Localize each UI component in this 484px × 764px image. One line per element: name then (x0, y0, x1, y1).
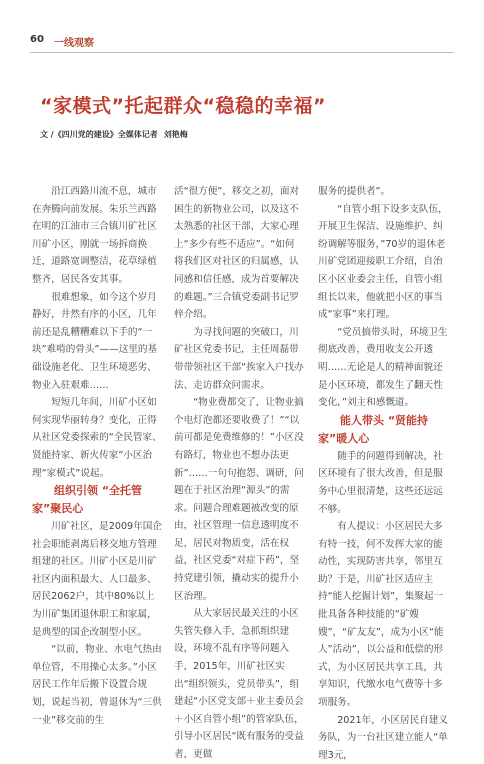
article-title: “家模式”托起群众“稳稳的幸福” (40, 95, 326, 117)
byline (40, 129, 188, 140)
paragraph: 川矿社区，是2009年国企社会职能剥离后移交地方管理组建的社区。川矿小区是川矿社区内面积最大、人口最多、居民2062户，其中80%以上为川矿集团退休职工和家属，是典型的国企改制型小区。 (32, 521, 162, 638)
byline-prefix: 文 /《四川党的建设》全媒体记者 (40, 130, 158, 139)
paragraph: 2021年，小区居民自建义务队，为一台社区建立能人“单理3元， (318, 714, 448, 761)
author-name: 刘艳梅 (163, 130, 188, 139)
paragraph: 沿江西路川流不息，城市在奔腾向前发展。朱乐兰西路在明的江油市三合镇川矿社区川矿小区，刚就一场拆商换迁，道路宽调整洁，花草绿植整齐，居民各安其事。 (32, 186, 157, 285)
paragraph: “党员搞带头时，环境卫生彻底改善，费用收支公开透明……无论是人的精神面貌还是小区环境，都发生了翻天性变化，”刘主和感慨道。 (318, 326, 448, 409)
page-header (30, 30, 454, 53)
page-number: 60 (30, 34, 44, 45)
paragraph: “物业费都交了，让物业搞个电灯泡都还要收费了！”“以前可都是免费维修的！”小区没有路灯，物业也不想办法更新”……一句句抱怨、调研，问题在于社区治理“源头”的需求。问题合理难题被改变的原由，社区管理一信息透明度不足，居民对物质变，活在权益，社区党委“对症下药”，坚持党建引领，撬动实的提升小区治理。 (174, 397, 304, 602)
paragraph: 活“很方便”，移交之初，面对困生的新物业公司，以及这不太熟悉的社区干部，大家心理上“多少有些不适应”。“如何将我们区对社区的归属感，认同感和信任感，成为首要解决的难题。”三合镇党委副书记罗梓介绍。 (174, 186, 300, 321)
paragraph: 从大家居民最关注的小区失管失修入手，急抓组织建设，环境不乱有序等问题入手，2015年，川矿社区实出“组织领头，党员带头”，组建起“小区党支部＋业主委员会＋小区自管小组”的管家队伍，引导小区居民“既有服务的受益者，更做 (174, 608, 304, 760)
section-subheading: 组织引领 “全托管家”聚民心 (32, 484, 143, 516)
paragraph: 随手的问题得到解决，社区环境有了很大改善，但是服务中心里很清楚，这些还远远不够。 (318, 450, 443, 515)
section-label: 一线观察 (54, 38, 94, 49)
article-column-1 (32, 183, 162, 729)
article-column-2 (174, 183, 304, 764)
article-column-3 (318, 183, 448, 764)
paragraph: 为寻找问题的突破口，川矿社区党委书记，主任周磊带带带领社区干部“挨家入户找办法、走访群众问需求。 (174, 326, 304, 391)
paragraph: “自管小组下设多支队伍，开展卫生保洁、设施维护、纠纷调解等服务，”70岁的退休老川矿党团迎接职工介绍，自治区小区业委会主任，自管小组组长以来，他就把小区的事当成“家事”来打理。 (318, 203, 448, 321)
paragraph: 服务的提供者”。 (318, 186, 391, 197)
paragraph: 很难想象，如今这个岁月静好，井然有序的小区，几年前还是乱糟糟难以下手的“一块”难啃的骨头”——这里的基础设施老化、卫生环境恶劣、物业入驻艰难…… (32, 291, 158, 391)
paragraph: 有人提议：小区居民大多有特一技，何不发挥大家的能动性，实现防害共享，邻里互助？于是，川矿社区适应主持“能人挖掘计划”，集聚起一批具备各种技能的“矿嫂嫂”，“矿友友”，成为小区“能人”活动”，以公益和低偿的形式，为小区居民共享工具，共享知识，代缴水电气费等十多项服务。 (318, 521, 444, 709)
paragraph: “以前，物业、水电气热由单位管，不用操心太多。”小区居民工作年后搬下设置合规划，说起当初，曾退休为“三供一业”移交前的生 (32, 644, 162, 726)
section-subheading: 能人带头 “贤能持家”暖人心 (318, 413, 429, 445)
paragraph: 短短几年间，川矿小区如何实现华丽转身？变化，正得从社区党委探索的“全民管家、贤能持家、新火传家”小区治理“家模式”说起。 (32, 397, 162, 479)
